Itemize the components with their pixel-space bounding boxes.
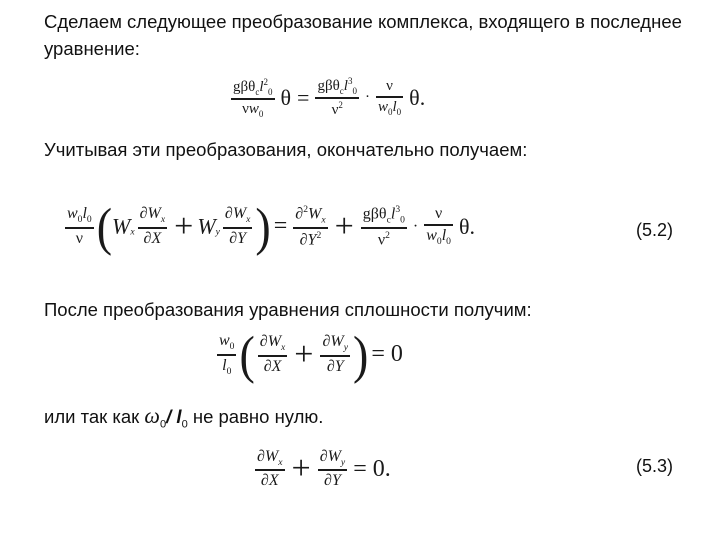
slash-l: / l: [166, 406, 182, 427]
fraction: $\frac{\nu}{w_0l_0}$: [377, 78, 402, 117]
equation-5-3: $\frac{\partial W_x}{\partial X}$ + $\frac{\partial W_y}{\partial Y}$ = 0.: [257, 448, 391, 490]
fraction: $\frac{w_0}{l_0}$: [219, 332, 235, 377]
equation-number-5-3: (5.3): [636, 456, 674, 476]
intro-text: Сделаем следующее преобразование комплекса, входящего в последнее уравнение:: [44, 11, 682, 59]
after-continuity-text: После преобразования уравнения сплошности получим:: [44, 299, 532, 320]
subscript-zero: 0: [181, 418, 188, 431]
fraction: $\frac{\nu}{w_0l_0}$: [426, 205, 451, 248]
fraction: $\frac{\partial W_y}{\partial Y}$: [319, 448, 346, 490]
fraction: $\frac{g\beta\theta_cl^2_0}{\nu w_0}$: [233, 76, 273, 119]
equation-transformation: $\frac{g\beta\theta_cl^2_0}{\nu w_0}$ θ = $\frac{g\beta\theta_cl^3_0}{\nu^2}$ · $\frac{\nu}{w_0l_0}$ θ.: [233, 76, 426, 119]
fraction: $\frac{\partial W_x}{\partial X}$: [259, 333, 286, 375]
fraction: $\frac{\partial^2W_x}{\partial Y^2}$: [295, 204, 326, 248]
fraction: $\frac{g\beta\theta_cl^3_0}{\nu^2}$: [362, 204, 405, 248]
or-since-suffix: не равно нулю.: [187, 406, 324, 427]
equation-continuity: $\frac{w_0}{l_0}$ ( $\frac{\partial W_x}{\partial X}$ + $\frac{\partial W_y}{\partial Y}$ ) = 0: [219, 325, 403, 384]
subscript-zero: 0: [159, 418, 167, 431]
fraction: $\frac{\partial W_x}{\partial Y}$: [224, 205, 251, 247]
or-since-text: [44, 402, 323, 439]
equation-number-5-2: (5.2): [636, 220, 674, 240]
fraction: $\frac{\partial W_x}{\partial X}$: [139, 205, 166, 247]
fraction: $\frac{w_0l_0}{\nu}$: [67, 205, 92, 247]
fraction: $\frac{g\beta\theta_cl^3_0}{\nu^2}$: [317, 76, 357, 118]
fraction: $\frac{\partial W_x}{\partial X}$: [257, 448, 283, 490]
or-since-prefix: или так как: [44, 406, 145, 427]
considering-text: Учитывая эти преобразования, окончательно получаем:: [44, 139, 528, 160]
equation-5-2: $\frac{w_0l_0}{\nu}$ ($W_x$ $\frac{\partial W_x}{\partial X}$ + $W_y$ $\frac{\partial W_x}{\partial Y}$ ) = $\frac{\partial^2W_x}{\partial Y^2}$ + $\frac{g\beta\theta_cl^3_0}{\nu^2}$ · $\frac{\nu}{w_0l_0}$ θ.: [67, 197, 475, 256]
omega-symbol: ω: [144, 403, 160, 428]
fraction: $\frac{\partial W_y}{\partial Y}$: [322, 333, 348, 375]
